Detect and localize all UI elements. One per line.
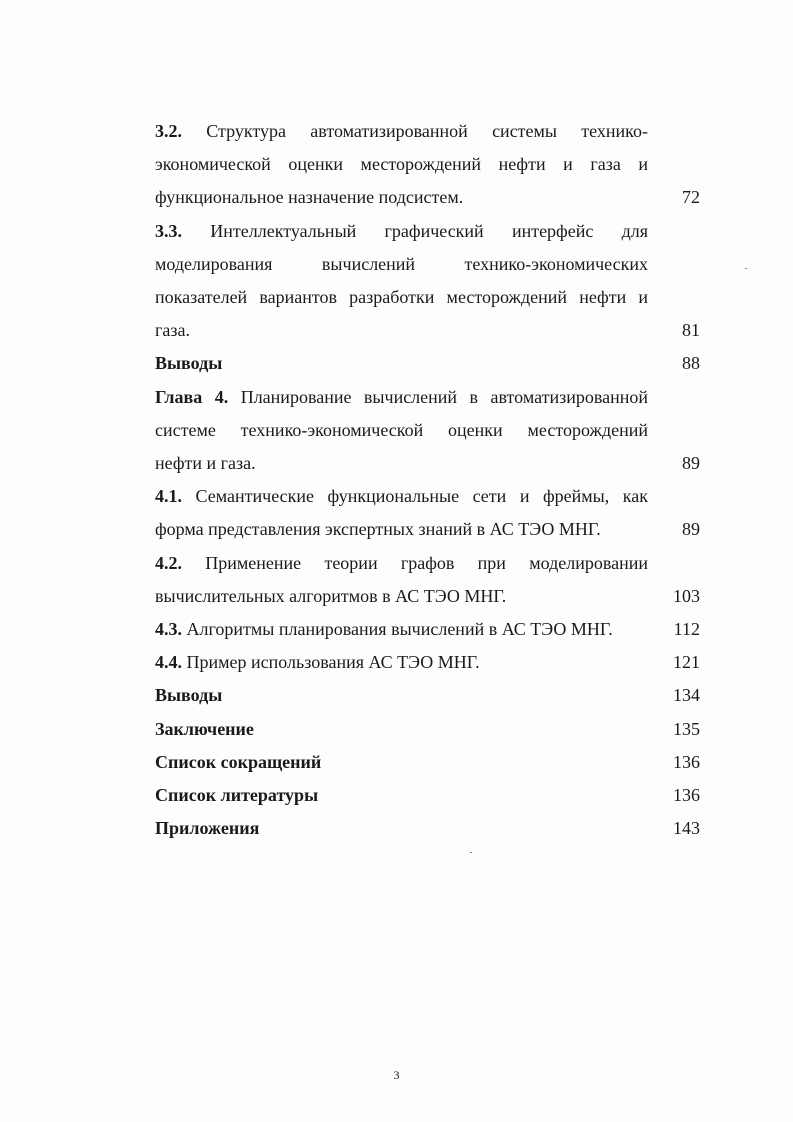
toc-entry	[155, 480, 700, 546]
toc-entry	[155, 646, 700, 679]
toc-entry	[155, 812, 700, 845]
toc-line: показателей вариантов разработки месторождений нефти и	[155, 287, 648, 308]
toc-page-number: 136	[673, 785, 700, 806]
scan-speck	[470, 852, 472, 853]
section-number: 3.2.	[155, 121, 182, 141]
toc-heading: Приложения	[155, 818, 260, 839]
toc-heading: Список литературы	[155, 785, 319, 806]
toc-page-number: 89	[682, 453, 700, 474]
toc-entry	[155, 713, 700, 746]
toc-entry-text	[155, 613, 700, 646]
toc-line: системе технико-экономической оценки месторождений	[155, 419, 648, 440]
toc-page-number: 135	[673, 718, 700, 739]
toc-line-text: Семантические функциональные сети и фреймы, как	[195, 486, 648, 507]
toc-entry	[155, 679, 700, 712]
table-of-contents	[155, 115, 700, 845]
toc-entry	[155, 381, 700, 481]
toc-entry-text	[155, 547, 700, 613]
toc-entry	[155, 613, 700, 646]
toc-entry	[155, 779, 700, 812]
toc-heading: Список сокращений	[155, 751, 322, 772]
section-number: 4.4.	[155, 652, 182, 673]
section-number: 4.3.	[155, 619, 182, 640]
toc-line	[155, 381, 648, 414]
toc-heading: Заключение	[155, 718, 254, 739]
toc-entry	[155, 115, 700, 215]
toc-entry	[155, 746, 700, 779]
toc-line: функциональное назначение подсистем.	[155, 187, 464, 208]
toc-line-text: Интеллектуальный графический интерфейс для	[210, 220, 649, 241]
toc-heading: Выводы	[155, 685, 223, 706]
toc-page-number: 136	[673, 751, 700, 772]
toc-entry-text	[155, 381, 700, 481]
toc-line: форма представления экспертных знаний в АС ТЭО МНГ.	[155, 519, 601, 540]
toc-line: экономической оценки месторождений нефти и газа и	[155, 154, 648, 175]
toc-page-number: 103	[673, 585, 700, 606]
toc-line-text: Алгоритмы планирования вычислений в АС ТЭО МНГ.	[186, 619, 613, 640]
toc-page-number: 72	[682, 187, 700, 208]
toc-entry-text	[155, 215, 700, 348]
toc-heading: Выводы	[155, 353, 223, 374]
toc-entry	[155, 215, 700, 348]
toc-line	[155, 547, 648, 580]
toc-line-text: Применение теории графов при моделировании	[205, 552, 648, 573]
toc-page-number: 134	[673, 685, 700, 706]
section-number: 4.1.	[155, 486, 182, 507]
toc-line-text: Структура автоматизированной системы технико-	[206, 121, 649, 141]
toc-page-number: 89	[682, 519, 700, 540]
toc-line-text: Пример использования АС ТЭО МНГ.	[186, 652, 480, 673]
toc-page-number: 121	[673, 652, 700, 673]
scan-speck	[745, 268, 747, 269]
toc-line	[155, 480, 648, 513]
chapter-number: Глава 4.	[155, 386, 229, 407]
toc-entry-text	[155, 646, 700, 679]
toc-line: нефти и газа.	[155, 453, 256, 474]
toc-line: вычислительных алгоритмов в АС ТЭО МНГ.	[155, 585, 507, 606]
toc-line	[155, 646, 648, 679]
toc-line: моделирования вычислений технико-экономических	[155, 253, 648, 274]
page-number: 3	[393, 1068, 400, 1082]
toc-entry-text	[155, 115, 700, 215]
toc-line-text: Планирование вычислений в автоматизированной	[240, 386, 649, 407]
toc-entry	[155, 347, 700, 380]
toc-line: газа.	[155, 320, 190, 341]
section-number: 3.3.	[155, 220, 182, 241]
toc-page-number: 143	[673, 818, 700, 839]
toc-entry	[155, 547, 700, 613]
toc-page-number: 81	[682, 320, 700, 341]
toc-entry-text	[155, 480, 700, 546]
toc-line	[155, 115, 648, 148]
toc-page-number: 112	[673, 619, 700, 640]
toc-line	[155, 215, 648, 248]
toc-page-number: 88	[682, 353, 700, 374]
toc-line	[155, 613, 648, 646]
section-number: 4.2.	[155, 552, 182, 573]
